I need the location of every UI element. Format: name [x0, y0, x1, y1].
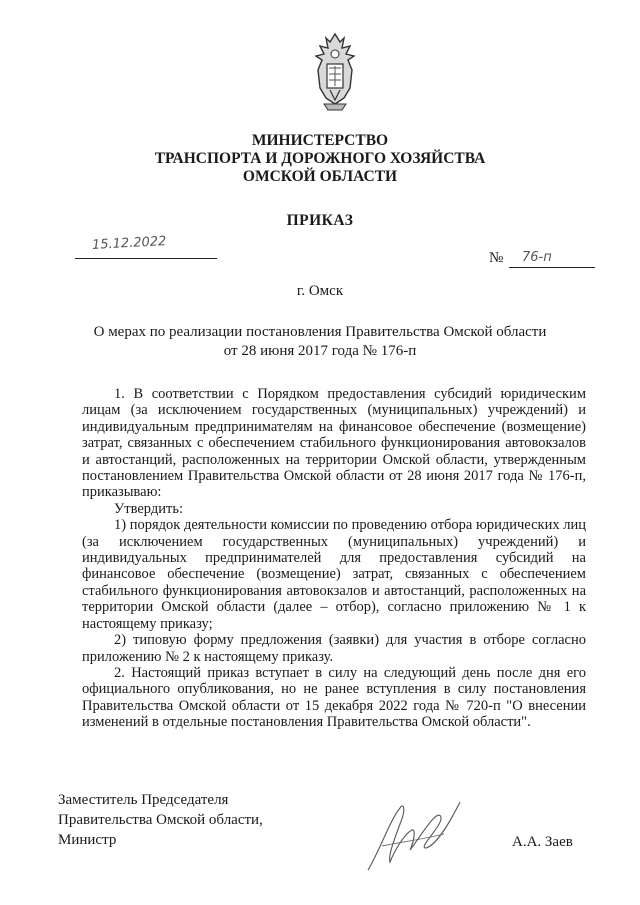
document-body: [82, 386, 586, 731]
ministry-line-1: МИНИСТЕРСТВО: [251, 132, 389, 149]
document-type: ПРИКАЗ: [286, 212, 354, 229]
number-handwritten: 76-п: [522, 250, 552, 265]
document-subject: [0, 323, 640, 361]
paragraph-4: 2) типовую форму предложения (заявки) для участия в отборе согласно приложению № 2 к настоящему приказу.: [82, 632, 586, 665]
subject-line-1: О мерах по реализации постановления Правительства Омской области: [93, 324, 547, 340]
coat-of-arms-icon: [306, 30, 364, 112]
ministry-line-2: ТРАНСПОРТА И ДОРОЖНОГО ХОЗЯЙСТВА: [154, 150, 486, 167]
paragraph-2: Утвердить:: [114, 500, 183, 517]
signatory-title-line-1: Заместитель Председателя: [58, 792, 229, 808]
signatory-title-line-2: Правительства Омской области,: [58, 812, 263, 828]
city: г. Омск: [296, 283, 344, 299]
handwritten-signature: [360, 790, 470, 878]
date-line: [75, 258, 217, 259]
date-handwritten: 15.12.2022: [91, 234, 167, 253]
ministry-name: [0, 132, 640, 186]
signatory-title-line-3: Министр: [58, 832, 117, 848]
signatory-name: А.А. Заев: [512, 834, 573, 850]
paragraph-3: 1) порядок деятельности комиссии по проведению отбора юридических лиц (за исключением государственных (муниципальных) учреждений) и индивидуальных предпринимателей для предоставления субсидий на финансовое обеспечение (возмещение) затрат, связанных с обеспечением стабильного функционирования автовокзалов и автостанций, расположенных на территории Омской области (далее – отбор), согласно приложению № 1 к настоящему приказу;: [82, 517, 586, 632]
ministry-line-3: ОМСКОЙ ОБЛАСТИ: [242, 168, 398, 185]
subject-line-2: от 28 июня 2017 года № 176-п: [223, 343, 417, 359]
number-label: №: [489, 250, 504, 266]
paragraph-1: 1. В соответствии с Порядком предоставления субсидий юридическим лицам (за исключением государственных (муниципальных) учреждений) и индивидуальным предпринимателям на финансовое обеспечение (возмещение) затрат, связанных с обеспечением стабильного функционирования автовокзалов и автостанций, расположенных на территории Омской области, утвержденным постановлением Правительства Омской области от 28 июня 2017 года № 176-п, приказываю:: [82, 386, 586, 501]
paragraph-5: 2. Настоящий приказ вступает в силу на следующий день после дня его официального опубликования, но не ранее вступления в силу постановления Правительства Омской области от 15 декабря 2022 года № 720-п "О внесении изменений в отдельные постановления Правительства Омской области".: [82, 664, 586, 731]
signatory-title: [58, 790, 263, 850]
number-line: [509, 267, 595, 268]
